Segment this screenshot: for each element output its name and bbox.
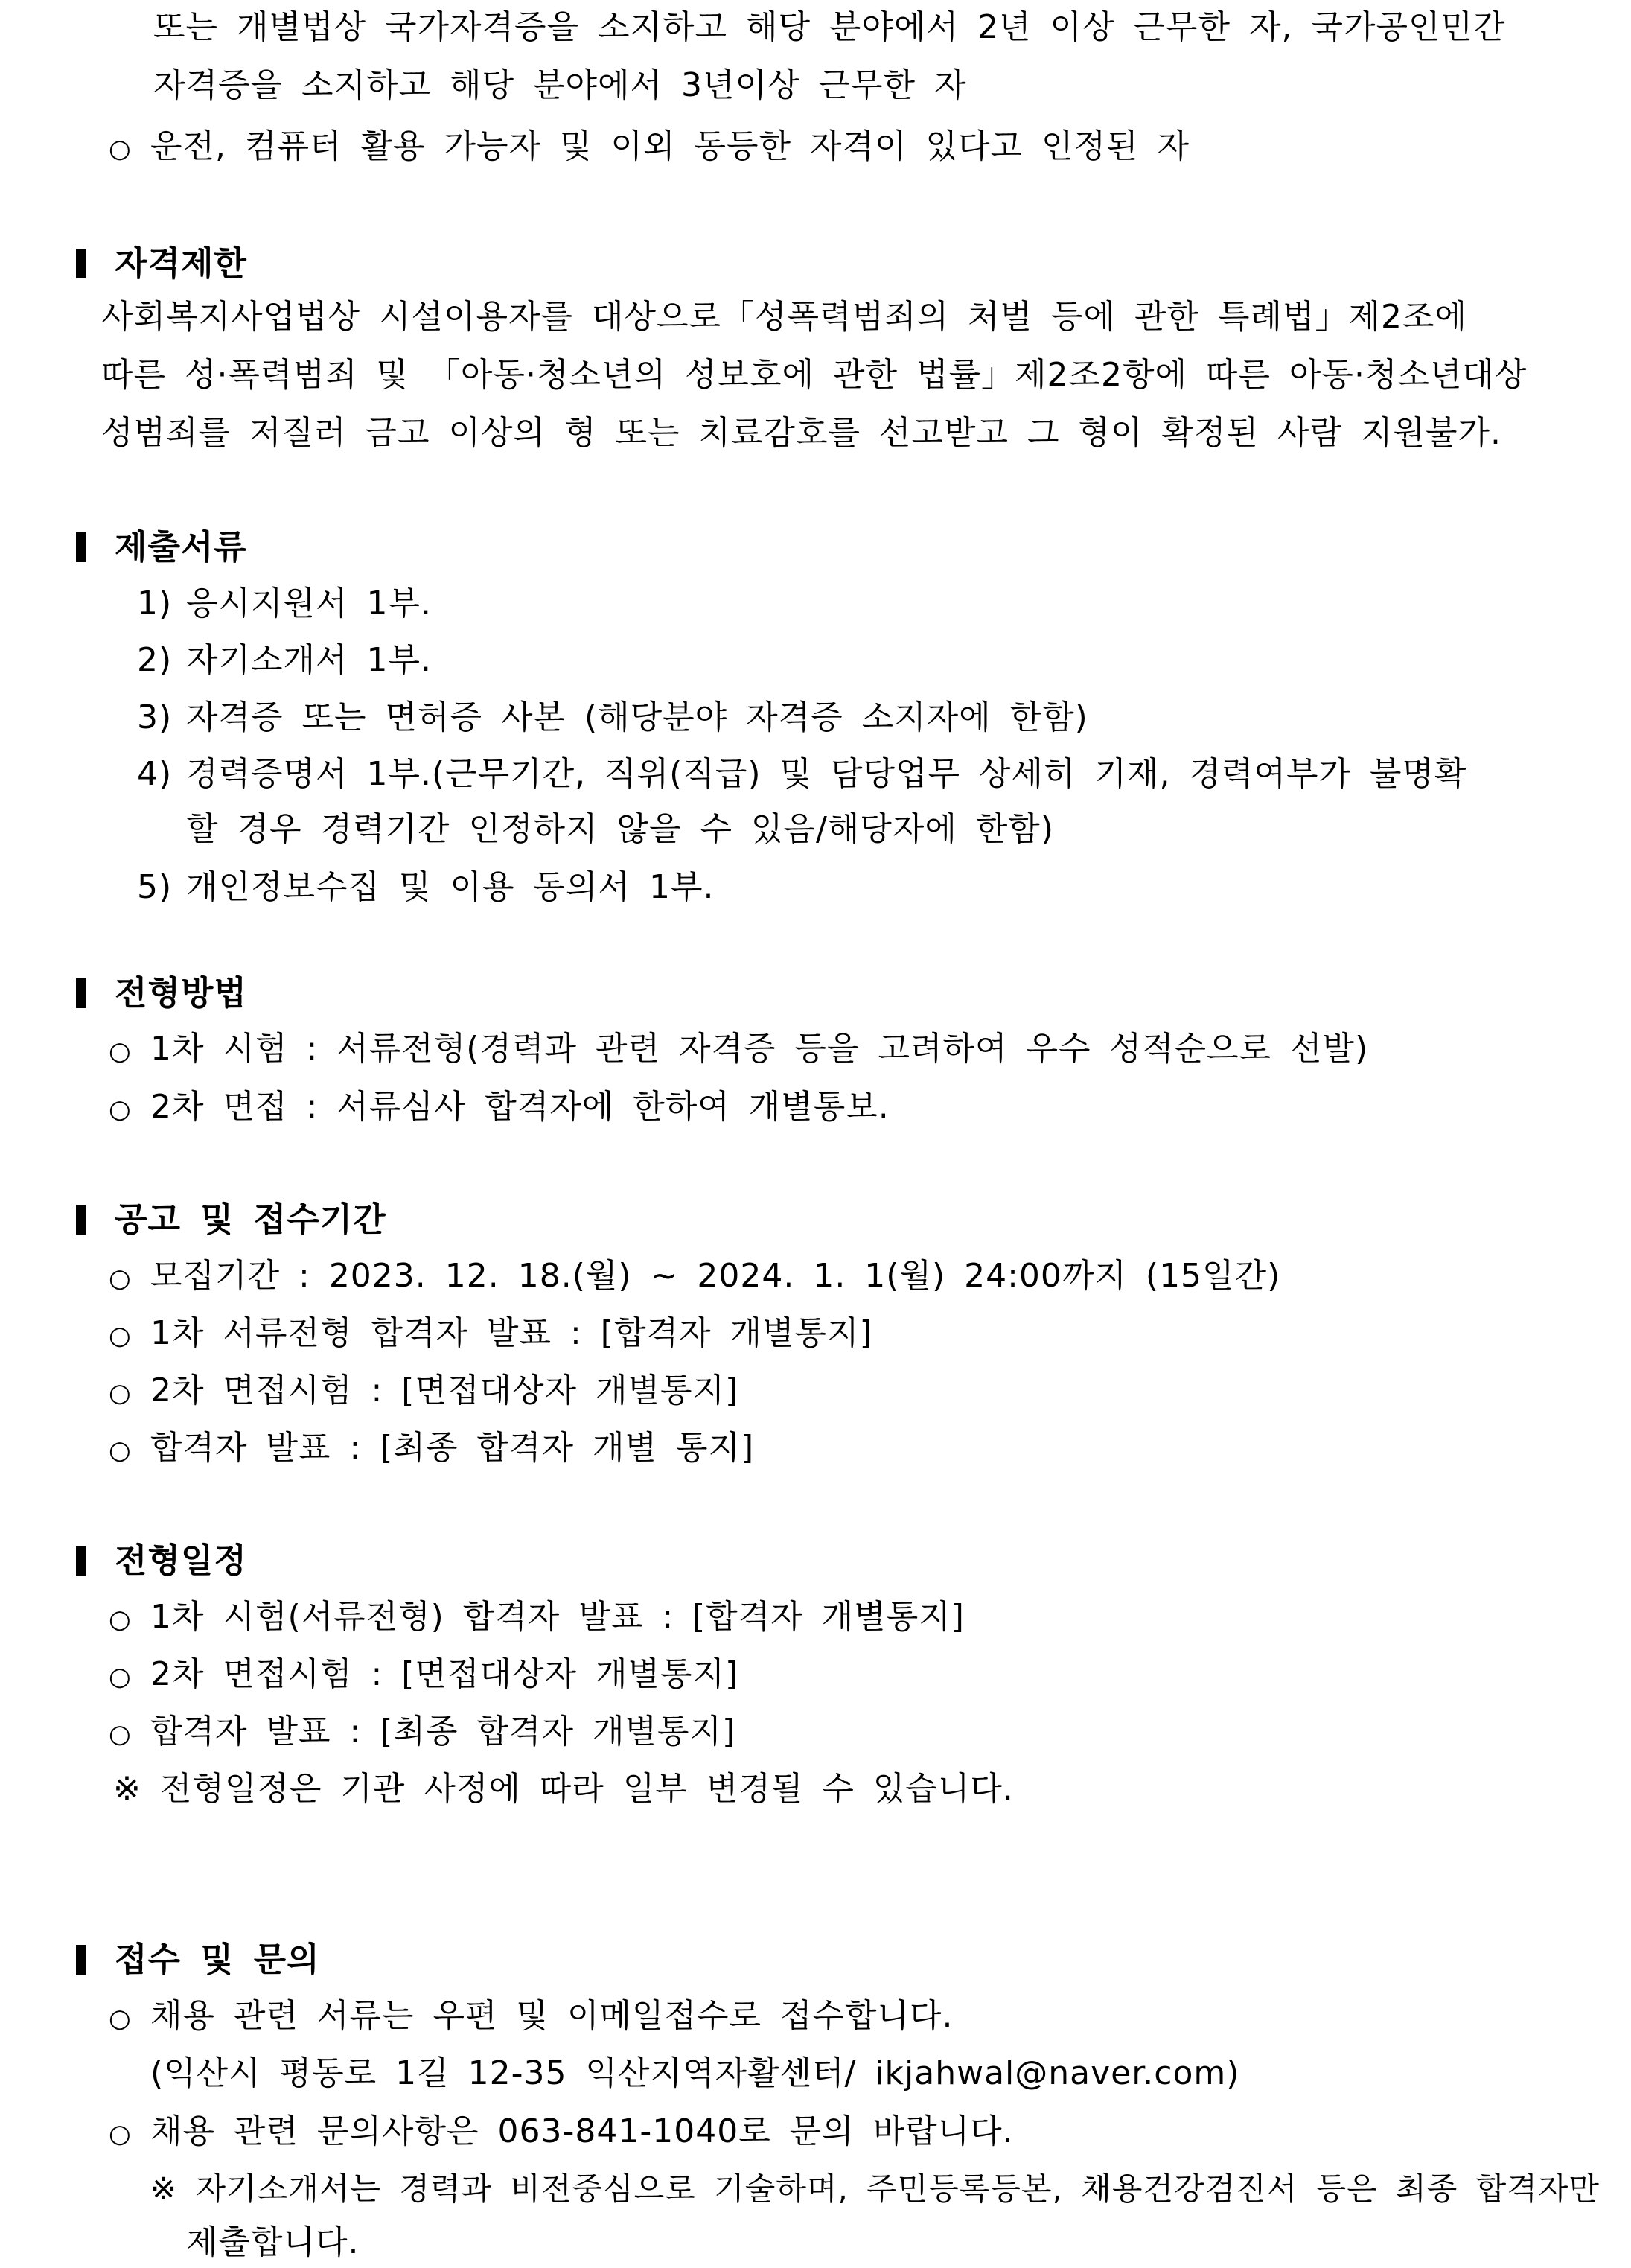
bullet-icon: ○ — [109, 1662, 132, 1692]
method-bullet-item: ○ 1차 시험 : 서류전형(경력과 관련 자격증 등을 고려하여 우수 성적순으로 선발) — [109, 1028, 1368, 1073]
bullet-icon: ○ — [109, 2004, 132, 2033]
bullet-icon: ○ — [109, 1378, 132, 1408]
section-heading-method: 전형방법 — [76, 972, 247, 1015]
period-bullet-item: ○ 합격자 발표 : [최종 합격자 개별 통지] — [109, 1427, 754, 1472]
heading-marker-icon — [76, 532, 86, 562]
document-list-item: 3) 자격증 또는 면허증 사본 (해당분야 자격증 소지자에 한함) — [137, 698, 1088, 736]
schedule-bullet-item: ○ 2차 면접시험 : [면접대상자 개별통지] — [109, 1653, 738, 1698]
contact-bullet-item: ○ 채용 관련 서류는 우편 및 이메일접수로 접수합니다. — [109, 1995, 954, 2040]
document-list-item-continued: 할 경우 경력기간 인정하지 않을 수 있음/해당자에 한함) — [186, 810, 1054, 848]
schedule-bullet-item: ○ 1차 시험(서류전형) 합격자 발표 : [합격자 개별통지] — [109, 1596, 965, 1641]
section-heading-contact: 접수 및 문의 — [76, 1938, 320, 1981]
bullet-icon: ○ — [109, 1719, 132, 1749]
method-bullet-item: ○ 2차 면접 : 서류심사 합격자에 한하여 개별통보. — [109, 1086, 890, 1131]
bullet-icon: ○ — [109, 1036, 132, 1066]
restriction-text-line: 따른 성·폭력범죄 및 「아동·청소년의 성보호에 관한 법률」제2조2항에 따른 아동·청소년대상 — [101, 356, 1528, 394]
section-heading-documents: 제출서류 — [76, 526, 247, 569]
section-heading-restriction: 자격제한 — [76, 242, 247, 285]
qualification-text-line: 자격증을 소지하고 해당 분야에서 3년이상 근무한 자 — [153, 66, 967, 104]
contact-address: (익산시 평동로 1길 12-35 익산지역자활센터/ ikjahwal@naver.com) — [150, 2054, 1240, 2092]
restriction-text-line: 사회복지사업법상 시설이용자를 대상으로「성폭력범죄의 처벌 등에 관한 특례법」제2조에 — [101, 298, 1468, 336]
contact-note-line: 제출합니다. — [186, 2223, 360, 2261]
document-list-item: 4) 경력증명서 1부.(근무기간, 직위(직급) 및 담당업무 상세히 기재, 경력여부가 불명확 — [137, 755, 1467, 793]
bullet-icon: ○ — [109, 1436, 132, 1465]
bullet-icon: ○ — [109, 1321, 132, 1351]
document-list-item: 2) 자기소개서 1부. — [137, 641, 432, 679]
heading-marker-icon — [76, 1205, 86, 1235]
qualification-bullet-item — [109, 125, 1190, 171]
bullet-icon: ○ — [109, 134, 132, 164]
contact-note-line: ※ 자기소개서는 경력과 비전중심으로 기술하며, 주민등록등본, 채용건강검진서 등은 최종 합격자만 — [150, 2170, 1600, 2207]
section-heading-period: 공고 및 접수기간 — [76, 1198, 386, 1241]
heading-marker-icon — [76, 1945, 86, 1975]
document-list-item: 1) 응시지원서 1부. — [137, 584, 432, 622]
bullet-icon: ○ — [109, 1095, 132, 1124]
section-heading-schedule: 전형일정 — [76, 1539, 247, 1582]
heading-marker-icon — [76, 1546, 86, 1576]
period-bullet-item: ○ 1차 서류전형 합격자 발표 : [합격자 개별통지] — [109, 1312, 873, 1357]
heading-marker-icon — [76, 249, 86, 278]
bullet-icon: ○ — [109, 1605, 132, 1634]
bullet-icon: ○ — [109, 2119, 132, 2149]
contact-bullet-item: ○ 채용 관련 문의사항은 063-841-1040로 문의 바랍니다. — [109, 2110, 1014, 2156]
schedule-bullet-item: ○ 합격자 발표 : [최종 합격자 개별통지] — [109, 1710, 735, 1756]
bullet-icon: ○ — [109, 1264, 132, 1293]
qualification-text-line: 또는 개별법상 국가자격증을 소지하고 해당 분야에서 2년 이상 근무한 자, 국가공인민간 — [153, 8, 1506, 46]
bullet-text: 운전, 컴퓨터 활용 가능자 및 이외 동등한 자격이 있다고 인정된 자 — [150, 127, 1190, 165]
period-bullet-item: ○ 2차 면접시험 : [면접대상자 개별통지] — [109, 1369, 738, 1415]
period-bullet-item: ○ 모집기간 : 2023. 12. 18.(월) ~ 2024. 1. 1(월) 24:00까지 (15일간) — [109, 1255, 1280, 1300]
restriction-text-line: 성범죄를 저질러 금고 이상의 형 또는 치료감호를 선고받고 그 형이 확정된 사람 지원불가. — [101, 414, 1501, 452]
schedule-note: ※ 전형일정은 기관 사정에 따라 일부 변경될 수 있습니다. — [113, 1770, 1014, 1808]
heading-marker-icon — [76, 978, 86, 1008]
document-list-item: 5) 개인정보수집 및 이용 동의서 1부. — [137, 868, 715, 906]
